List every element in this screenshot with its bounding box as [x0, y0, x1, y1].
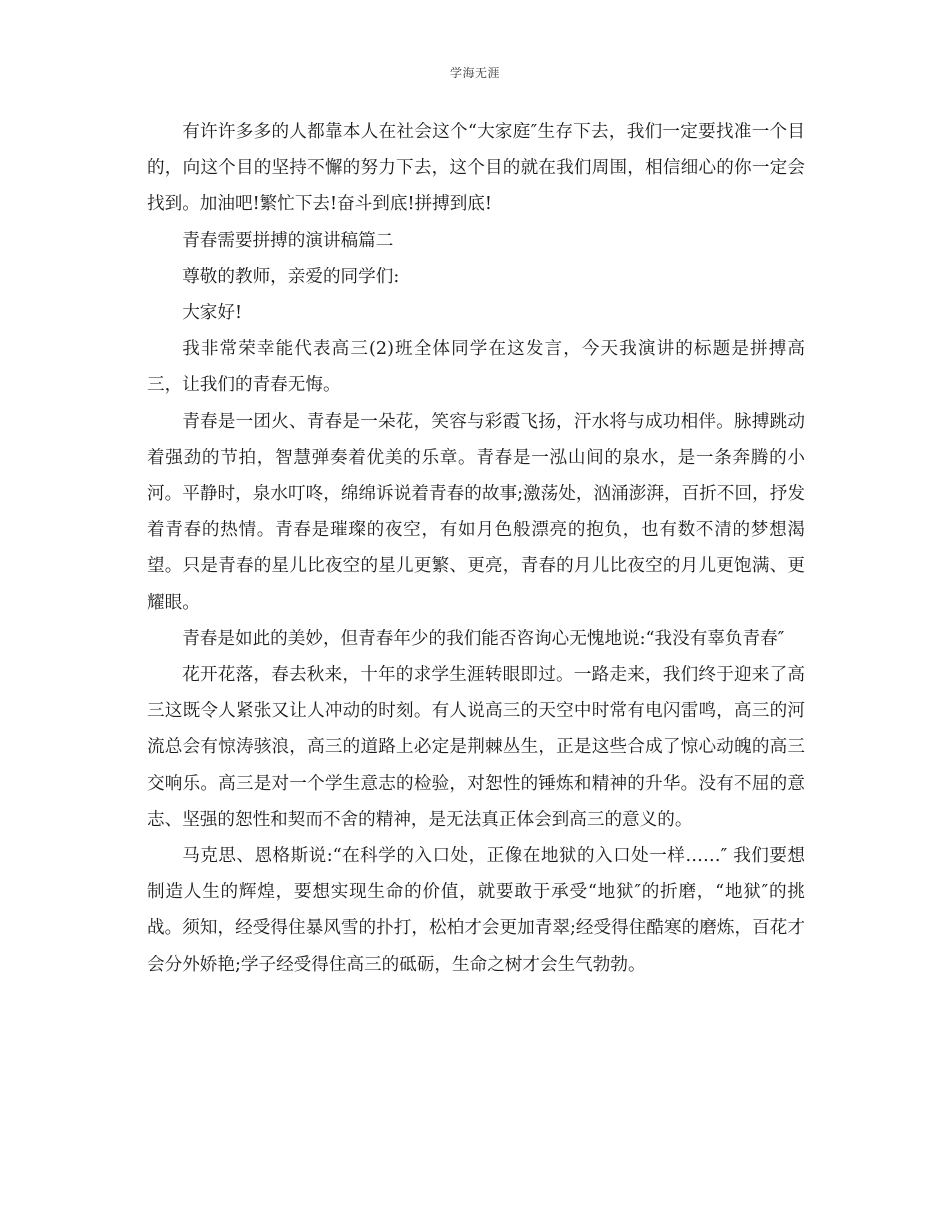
- paragraph: 青春是一团火、青春是一朵花，笑容与彩霞飞扬，汗水将与成功相伴。脉搏跳动着强劲的节拍，智慧弹奏着优美的乐章。青春是一泓山间的泉水，是一条奔腾的小河。平静时，泉水叮咚，绵绵诉说着青春的故事;激荡处，汹涌澎湃，百折不回，抒发着青春的热情。青春是璀璨的夜空，有如月色般漂亮的抱负，也有数不清的梦想渴望。只是青春的星儿比夜空的星儿更繁、更亮，青春的月儿比夜空的月儿更饱满、更耀眼。: [147, 411, 805, 613]
- page-header: 学海无涯: [449, 66, 500, 80]
- greeting: 大家好!: [182, 303, 243, 324]
- paragraph: 青春是如此的美妙，但青春年少的我们能否咨询心无愧地说:“我没有辜负青春″: [182, 628, 785, 649]
- paragraph: 我非常荣幸能代表高三(2)班全体同学在这发言，今天我演讲的标题是拼搏高三，让我们的青春无悔。: [147, 339, 805, 396]
- paragraph: 花开花落，春去秋来，十年的求学生涯转眼即过。一路走来，我们终于迎来了高三这既令人紧张又让人冲动的时刻。有人说高三的天空中时常有电闪雷鸣，高三的河流总会有惊涛骇浪，高三的道路上必定是荆棘丛生，正是这些合成了惊心动魄的高三交响乐。高三是对一个学生意志的检验，对恕性的锤炼和精神的升华。没有不屈的意志、坚强的恕性和契而不舍的精神，是无法真正体会到高三的意义的。: [147, 665, 805, 830]
- section-heading: 青春需要拼搏的演讲稿篇二: [182, 230, 394, 251]
- paragraph: 有许许多多的人都靠本人在社会这个“大家庭″生存下去，我们一定要找准一个目的，向这个目的坚持不懈的努力下去，这个目的就在我们周围，相信细心的你一定会找到。加油吧!繁忙下去!奋斗到底!拼搏到底!: [147, 122, 805, 215]
- salutation: 尊敬的教师，亲爱的同学们:: [182, 266, 400, 287]
- paragraph: 马克思、恩格斯说:“在科学的入口处，正像在地狱的入口处一样……″ 我们要想制造人生的辉煌，要想实现生命的价值，就要敢于承受“地狱″的折磨，“地狱″的挑战。须知，经受得住暴风雪的扑打，松柏才会更加青翠;经受得住酷寒的磨炼，百花才会分外娇艳;学子经受得住高三的砥砺，生命之树才会生气勃勃。: [147, 846, 805, 975]
- document-body: [147, 114, 805, 983]
